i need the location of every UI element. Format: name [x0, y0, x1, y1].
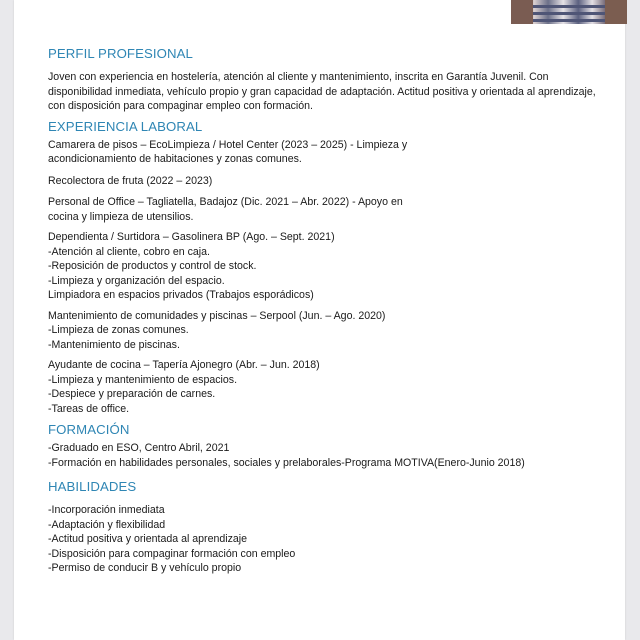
job-line: Mantenimiento de comunidades y piscinas – Serpool (Jun. – Ago. 2020): [48, 309, 386, 322]
job-line: -Despiece y preparación de carnes.: [48, 388, 216, 400]
photo-stripe: [533, 5, 605, 8]
photo-hair-right: [605, 0, 627, 24]
section-title-education: FORMACIÓN: [48, 422, 130, 437]
job-line: Personal de Office – Tagliatella, Badajoz (Dic. 2021 – Abr. 2022) - Apoyo en: [48, 196, 403, 208]
job-line: -Mantenimiento de piscinas.: [48, 338, 180, 351]
profile-line: Joven con experiencia en hostelería, atención al cliente y mantenimiento, inscrita en Garantía Juvenil. Con: [48, 71, 549, 83]
job-line: Ayudante de cocina – Tapería Ajonegro (Abr. – Jun. 2018): [48, 359, 320, 371]
photo-hair-left: [511, 0, 533, 24]
job-line: -Tareas de office.: [48, 402, 130, 415]
profile-photo: [511, 0, 627, 24]
skill-item: -Adaptación y flexibilidad: [48, 518, 166, 531]
education-line: -Formación en habilidades personales, sociales y prelaborales-Programa MOTIVA(Enero-Junio 2018): [48, 456, 525, 469]
job-line: -Limpieza de zonas comunes.: [48, 324, 189, 336]
skill-item: -Incorporación inmediata: [48, 504, 165, 516]
job-line: Recolectora de fruta (2022 – 2023): [48, 174, 213, 187]
job-entry: [48, 309, 618, 353]
job-line: cocina y limpieza de utensilios.: [48, 210, 194, 223]
skill-item: -Disposición para compaginar formación con empleo: [48, 547, 296, 560]
resume-page: [14, 0, 625, 640]
job-entry: [48, 230, 618, 303]
skills-section: [48, 479, 618, 576]
education-section: [48, 422, 618, 470]
profile-line: disponibilidad inmediata, vehículo propio y gran capacidad de adaptación. Actitud positiva y orientada al aprendizaje,: [48, 85, 596, 98]
job-entry: [48, 358, 618, 416]
experience-section: [48, 119, 618, 417]
job-entry: [48, 174, 618, 189]
job-line: Limpiadora en espacios privados (Trabajos esporádicos): [48, 289, 314, 301]
resume-content: [48, 46, 618, 576]
skill-item: -Actitud positiva y orientada al aprendizaje: [48, 533, 248, 545]
job-line: -Atención al cliente, cobro en caja.: [48, 245, 210, 258]
photo-stripe: [533, 12, 605, 15]
job-line: -Reposición de productos y control de stock.: [48, 260, 257, 272]
section-title-experience: EXPERIENCIA LABORAL: [48, 118, 203, 134]
profile-line: con disposición para compaginar empleo con formación.: [48, 100, 313, 112]
job-line: acondicionamiento de habitaciones y zonas comunes.: [48, 153, 302, 165]
job-line: Dependienta / Surtidora – Gasolinera BP (Ago. – Sept. 2021): [48, 231, 335, 243]
job-line: Camarera de pisos – EcoLimpieza / Hotel Center (2023 – 2025) - Limpieza y: [48, 138, 408, 151]
profile-section: [48, 46, 618, 114]
job-line: -Limpieza y organización del espacio.: [48, 274, 225, 287]
job-entry: [48, 138, 618, 167]
skill-item: -Permiso de conducir B y vehículo propio: [48, 562, 242, 574]
job-entry: [48, 195, 618, 224]
section-title-skills: HABILIDADES: [48, 479, 137, 494]
education-line: -Graduado en ESO, Centro Abril, 2021: [48, 442, 230, 454]
photo-stripe: [533, 19, 605, 22]
section-title-profile: PERFIL PROFESIONAL: [48, 46, 193, 61]
job-line: -Limpieza y mantenimiento de espacios.: [48, 373, 238, 386]
